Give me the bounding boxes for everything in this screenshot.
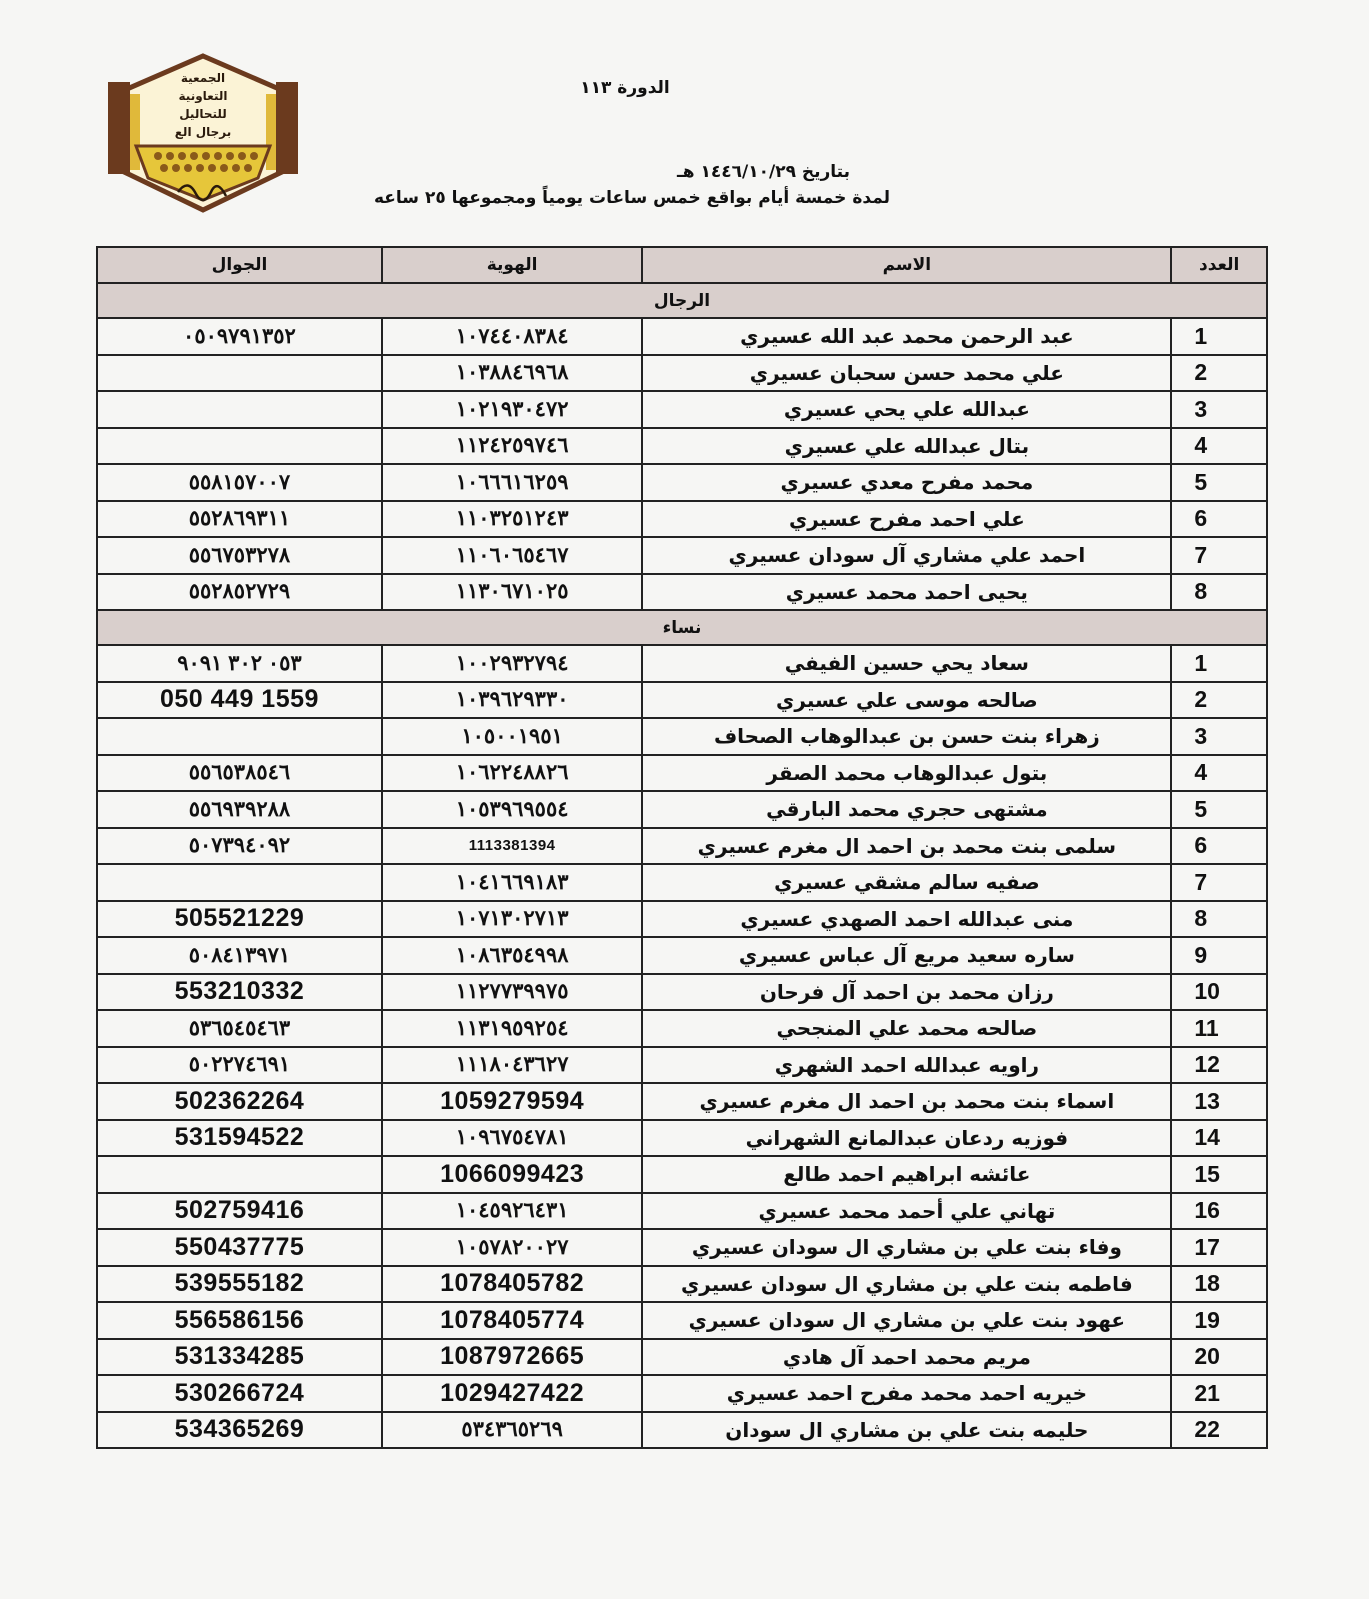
table-row (97, 464, 1267, 501)
national-id-cell: ١٠٠٢٩٣٢٧٩٤ (382, 645, 642, 682)
participant-name-cell: صالحه موسى علي عسيري (642, 682, 1171, 719)
participant-name-cell: فاطمه بنت علي بن مشاري ال سودان عسيري (642, 1266, 1171, 1303)
participant-name-cell: عائشه ابراهيم احمد طالع (642, 1156, 1171, 1193)
table-row (97, 1412, 1267, 1449)
national-id-cell: ١١٠٦٠٦٥٤٦٧ (382, 537, 642, 574)
mobile-number-cell: 531334285 (97, 1339, 382, 1376)
participant-name-cell: احمد علي مشاري آل سودان عسيري (642, 537, 1171, 574)
national-id-cell: ١٠٤١٦٦٩١٨٣ (382, 864, 642, 901)
national-id-cell: ١١١٨٠٤٣٦٢٧ (382, 1047, 642, 1084)
participant-name-cell: صالحه محمد علي المنجحي (642, 1010, 1171, 1047)
cooperative-logo (108, 52, 298, 217)
mobile-number-cell: 553210332 (97, 974, 382, 1011)
participant-name-cell: يحيى احمد محمد عسيري (642, 574, 1171, 611)
row-number-cell: 17 (1171, 1229, 1267, 1266)
row-number-cell: 3 (1171, 718, 1267, 755)
row-number-cell: 2 (1171, 355, 1267, 392)
mobile-number-cell (97, 355, 382, 392)
participant-name-cell: اسماء بنت محمد بن احمد ال مغرم عسيري (642, 1083, 1171, 1120)
mobile-number-cell: 505521229 (97, 901, 382, 938)
mobile-number-cell: ٥٥٢٨٥٢٧٢٩ (97, 574, 382, 611)
participant-name-cell: مشتهى حجري محمد البارقي (642, 791, 1171, 828)
participant-name-cell: سعاد يحي حسين الفيفي (642, 645, 1171, 682)
participant-name-cell: فوزيه ردعان عبدالمانع الشهراني (642, 1120, 1171, 1157)
row-number-cell: 8 (1171, 901, 1267, 938)
table-row (97, 1193, 1267, 1230)
row-number-cell: 6 (1171, 501, 1267, 538)
participant-name-cell: راويه عبدالله احمد الشهري (642, 1047, 1171, 1084)
table-row (97, 1156, 1267, 1193)
row-number-cell: 19 (1171, 1302, 1267, 1339)
row-number-cell: 4 (1171, 428, 1267, 465)
table-header-row (97, 247, 1267, 283)
mobile-number-cell: ٥٥٨١٥٧٠٠٧ (97, 464, 382, 501)
row-number-cell: 4 (1171, 755, 1267, 792)
row-number-cell: 10 (1171, 974, 1267, 1011)
participant-name-cell: حليمه بنت علي بن مشاري ال سودان (642, 1412, 1171, 1449)
table-row (97, 828, 1267, 865)
row-number-cell: 6 (1171, 828, 1267, 865)
table-row (97, 537, 1267, 574)
national-id-cell: ١٠٥٧٨٢٠٠٢٧ (382, 1229, 642, 1266)
table-row (97, 1010, 1267, 1047)
mobile-number-cell (97, 1156, 382, 1193)
mobile-number-cell (97, 864, 382, 901)
mobile-number-cell: ٠٥٣ ٣٠٢ ٩٠٩١ (97, 645, 382, 682)
participant-name-cell: بتول عبدالوهاب محمد الصقر (642, 755, 1171, 792)
row-number-cell: 11 (1171, 1010, 1267, 1047)
participant-name-cell: ساره سعيد مريع آل عباس عسيري (642, 937, 1171, 974)
mobile-number-cell: ٥٠٨٤١٣٩٧١ (97, 937, 382, 974)
table-row (97, 391, 1267, 428)
row-number-cell: 8 (1171, 574, 1267, 611)
table-row (97, 791, 1267, 828)
participant-name-cell: عبد الرحمن محمد عبد الله عسيري (642, 318, 1171, 355)
column-header-num: العدد (1171, 247, 1267, 283)
mobile-number-cell (97, 428, 382, 465)
participant-name-cell: علي محمد حسن سحبان عسيري (642, 355, 1171, 392)
national-id-cell: ١١٢٧٧٣٩٩٧٥ (382, 974, 642, 1011)
table-row (97, 1266, 1267, 1303)
table-row (97, 755, 1267, 792)
mobile-number-cell: 539555182 (97, 1266, 382, 1303)
mobile-number-cell (97, 391, 382, 428)
participant-name-cell: علي احمد مفرح عسيري (642, 501, 1171, 538)
national-id-cell: ١٠٧٤٤٠٨٣٨٤ (382, 318, 642, 355)
national-id-cell: ١٠٩٦٧٥٤٧٨١ (382, 1120, 642, 1157)
section-header-row (97, 610, 1267, 645)
mobile-number-cell: ٥٥٦٩٣٩٢٨٨ (97, 791, 382, 828)
row-number-cell: 5 (1171, 464, 1267, 501)
national-id-cell: 1113381394 (382, 828, 642, 865)
participant-name-cell: مريم محمد احمد آل هادي (642, 1339, 1171, 1376)
logo-text-line-3: للتحاليل (179, 107, 227, 121)
row-number-cell: 1 (1171, 318, 1267, 355)
participant-name-cell: سلمى بنت محمد بن احمد ال مغرم عسيري (642, 828, 1171, 865)
national-id-cell: ٥٣٤٣٦٥٢٦٩ (382, 1412, 642, 1449)
participants-table-wrap (96, 246, 1268, 1449)
national-id-cell: ١٠٢١٩٣٠٤٧٢ (382, 391, 642, 428)
row-number-cell: 20 (1171, 1339, 1267, 1376)
column-header-id: الهوية (382, 247, 642, 283)
mobile-number-cell: ٥٥٦٧٥٣٢٧٨ (97, 537, 382, 574)
national-id-cell: 1029427422 (382, 1375, 642, 1412)
row-number-cell: 13 (1171, 1083, 1267, 1120)
mobile-number-cell: 530266724 (97, 1375, 382, 1412)
national-id-cell: ١٠٧١٣٠٢٧١٣ (382, 901, 642, 938)
section-title: نساء (97, 610, 1267, 645)
participant-name-cell: عهود بنت علي بن مشاري ال سودان عسيري (642, 1302, 1171, 1339)
table-row (97, 1302, 1267, 1339)
mobile-number-cell: 556586156 (97, 1302, 382, 1339)
row-number-cell: 15 (1171, 1156, 1267, 1193)
national-id-cell: ١٠٨٦٣٥٤٩٩٨ (382, 937, 642, 974)
national-id-cell: 1059279594 (382, 1083, 642, 1120)
section-header-row (97, 283, 1267, 318)
row-number-cell: 16 (1171, 1193, 1267, 1230)
row-number-cell: 2 (1171, 682, 1267, 719)
national-id-cell: ١٠٤٥٩٢٦٤٣١ (382, 1193, 642, 1230)
national-id-cell: 1066099423 (382, 1156, 642, 1193)
row-number-cell: 18 (1171, 1266, 1267, 1303)
table-row (97, 1120, 1267, 1157)
section-title: الرجال (97, 283, 1267, 318)
row-number-cell: 21 (1171, 1375, 1267, 1412)
table-row (97, 1229, 1267, 1266)
mobile-number-cell: 534365269 (97, 1412, 382, 1449)
row-number-cell: 1 (1171, 645, 1267, 682)
mobile-number-cell (97, 718, 382, 755)
table-row (97, 501, 1267, 538)
date-line: بتاريخ ١٤٤٦/١٠/٢٩ هـ (676, 162, 850, 182)
logo-text-line-4: برجال الع (174, 125, 232, 139)
row-number-cell: 3 (1171, 391, 1267, 428)
national-id-cell: ١١٣٠٦٧١٠٢٥ (382, 574, 642, 611)
national-id-cell: ١١٠٣٢٥١٢٤٣ (382, 501, 642, 538)
table-row (97, 937, 1267, 974)
table-row (97, 645, 1267, 682)
participant-name-cell: عبدالله علي يحي عسيري (642, 391, 1171, 428)
course-title: الدورة ١١٣ (580, 78, 670, 98)
mobile-number-cell: ٥٠٢٢٧٤٦٩١ (97, 1047, 382, 1084)
mobile-number-cell: 502759416 (97, 1193, 382, 1230)
table-row (97, 428, 1267, 465)
participant-name-cell: رزان محمد بن احمد آل فرحان (642, 974, 1171, 1011)
national-id-cell: ١٠٦٦٦١٦٢٥٩ (382, 464, 642, 501)
participant-name-cell: بتال عبدالله علي عسيري (642, 428, 1171, 465)
logo-text-line-1: الجمعية (180, 71, 226, 85)
national-id-cell: ١٠٣٨٨٤٦٩٦٨ (382, 355, 642, 392)
table-row (97, 318, 1267, 355)
table-row (97, 1083, 1267, 1120)
row-number-cell: 7 (1171, 864, 1267, 901)
mobile-number-cell: ٥٠٧٣٩٤٠٩٢ (97, 828, 382, 865)
mobile-number-cell: 550437775 (97, 1229, 382, 1266)
table-row (97, 355, 1267, 392)
mobile-number-cell: 502362264 (97, 1083, 382, 1120)
row-number-cell: 5 (1171, 791, 1267, 828)
row-number-cell: 9 (1171, 937, 1267, 974)
national-id-cell: ١٠٦٢٢٤٨٨٢٦ (382, 755, 642, 792)
national-id-cell: 1078405782 (382, 1266, 642, 1303)
participant-name-cell: صفيه سالم مشقي عسيري (642, 864, 1171, 901)
mobile-number-cell: 050 449 1559 (97, 682, 382, 719)
national-id-cell: ١٠٣٩٦٢٩٣٣٠ (382, 682, 642, 719)
table-row (97, 1339, 1267, 1376)
participant-name-cell: وفاء بنت علي بن مشاري ال سودان عسيري (642, 1229, 1171, 1266)
mobile-number-cell: ٥٥٦٥٣٨٥٤٦ (97, 755, 382, 792)
logo-text-line-2: التعاونية (178, 89, 228, 103)
row-number-cell: 22 (1171, 1412, 1267, 1449)
table-row (97, 901, 1267, 938)
column-header-phone: الجوال (97, 247, 382, 283)
national-id-cell: ١٠٥٠٠١٩٥١ (382, 718, 642, 755)
table-row (97, 682, 1267, 719)
duration-line: لمدة خمسة أيام بواقع خمس ساعات يومياً ومجموعها ٢٥ ساعه (374, 188, 890, 208)
row-number-cell: 7 (1171, 537, 1267, 574)
national-id-cell: ١١٢٤٢٥٩٧٤٦ (382, 428, 642, 465)
table-row (97, 574, 1267, 611)
mobile-number-cell: ٥٥٢٨٦٩٣١١ (97, 501, 382, 538)
table-row (97, 1047, 1267, 1084)
table-row (97, 1375, 1267, 1412)
mobile-number-cell: 531594522 (97, 1120, 382, 1157)
row-number-cell: 14 (1171, 1120, 1267, 1157)
national-id-cell: 1078405774 (382, 1302, 642, 1339)
table-row (97, 864, 1267, 901)
participant-name-cell: زهراء بنت حسن بن عبدالوهاب الصحاف (642, 718, 1171, 755)
national-id-cell: 1087972665 (382, 1339, 642, 1376)
participant-name-cell: محمد مفرح معدي عسيري (642, 464, 1171, 501)
participant-name-cell: منى عبدالله احمد الصهدي عسيري (642, 901, 1171, 938)
participant-name-cell: خيريه احمد محمد مفرح احمد عسيري (642, 1375, 1171, 1412)
column-header-name: الاسم (642, 247, 1171, 283)
national-id-cell: ١١٣١٩٥٩٢٥٤ (382, 1010, 642, 1047)
mobile-number-cell: ٥٣٦٥٤٥٤٦٣ (97, 1010, 382, 1047)
table-row (97, 718, 1267, 755)
national-id-cell: ١٠٥٣٩٦٩٥٥٤ (382, 791, 642, 828)
participant-name-cell: تهاني علي أحمد محمد عسيري (642, 1193, 1171, 1230)
table-body (97, 283, 1267, 1448)
participants-table (96, 246, 1268, 1449)
table-row (97, 974, 1267, 1011)
mobile-number-cell: ٠٥٠٩٧٩١٣٥٢ (97, 318, 382, 355)
row-number-cell: 12 (1171, 1047, 1267, 1084)
